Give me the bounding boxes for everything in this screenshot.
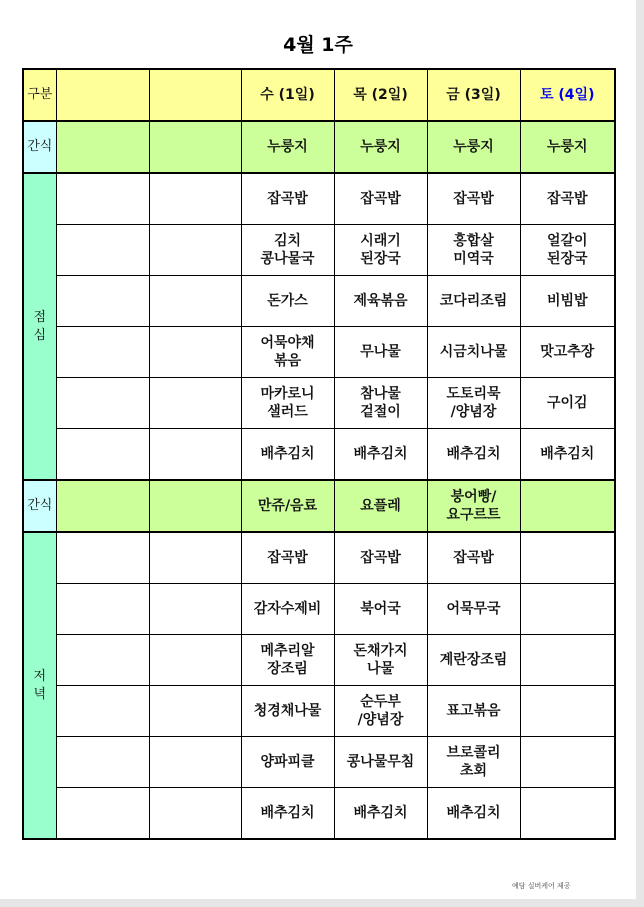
dinner-row bbox=[23, 584, 615, 635]
empty-cell bbox=[56, 378, 149, 429]
empty-cell bbox=[149, 121, 241, 173]
menu-item: 시래기 된장국 bbox=[334, 225, 427, 276]
empty-cell bbox=[149, 327, 241, 378]
menu-item: 도토리묵 /양념장 bbox=[427, 378, 520, 429]
footer-credit: 예담 실버케어 제공 bbox=[512, 882, 571, 890]
empty-cell bbox=[56, 121, 149, 173]
page-title: 4월 1주 bbox=[283, 34, 353, 56]
menu-item bbox=[520, 584, 615, 635]
empty-cell bbox=[149, 788, 241, 840]
empty-cell bbox=[56, 635, 149, 686]
empty-cell bbox=[149, 532, 241, 584]
menu-item: 코다리조림 bbox=[427, 276, 520, 327]
menu-item: 김치 콩나물국 bbox=[241, 225, 334, 276]
empty-cell bbox=[56, 686, 149, 737]
empty-cell bbox=[149, 584, 241, 635]
dinner-row bbox=[23, 686, 615, 737]
empty-cell bbox=[56, 480, 149, 532]
lunch-row bbox=[23, 225, 615, 276]
dinner-row bbox=[23, 788, 615, 840]
lunch-row bbox=[23, 429, 615, 481]
menu-item: 제육볶음 bbox=[334, 276, 427, 327]
empty-cell bbox=[149, 737, 241, 788]
menu-item: 맛고추장 bbox=[520, 327, 615, 378]
menu-item: 돈채가지 나물 bbox=[334, 635, 427, 686]
lunch-row bbox=[23, 276, 615, 327]
lunch-row bbox=[23, 378, 615, 429]
menu-item: 얼갈이 된장국 bbox=[520, 225, 615, 276]
menu-item: 배추김치 bbox=[241, 429, 334, 481]
header-row bbox=[23, 69, 615, 121]
menu-item: 마카로니 샐러드 bbox=[241, 378, 334, 429]
dinner-label: 저 녁 bbox=[23, 532, 56, 839]
menu-item: 구이김 bbox=[520, 378, 615, 429]
lunch-row bbox=[23, 173, 615, 225]
menu-item: 홍합살 미역국 bbox=[427, 225, 520, 276]
empty-cell bbox=[56, 788, 149, 840]
menu-item: 감자수제비 bbox=[241, 584, 334, 635]
menu-item bbox=[520, 532, 615, 584]
menu-item: 시금치나물 bbox=[427, 327, 520, 378]
afternoon-snack-row bbox=[23, 480, 615, 532]
menu-item: 메추리알 장조림 bbox=[241, 635, 334, 686]
menu-item: 콩나물무침 bbox=[334, 737, 427, 788]
menu-item: 만쥬/음료 bbox=[241, 480, 334, 532]
menu-item: 잡곡밥 bbox=[427, 173, 520, 225]
menu-item: 어묵무국 bbox=[427, 584, 520, 635]
empty-cell bbox=[149, 686, 241, 737]
empty-cell bbox=[56, 173, 149, 225]
day-header: 토 (4일) bbox=[520, 69, 615, 121]
menu-item: 배추김치 bbox=[334, 429, 427, 481]
menu-item: 요플레 bbox=[334, 480, 427, 532]
menu-item: 북어국 bbox=[334, 584, 427, 635]
meal-plan-table bbox=[22, 68, 616, 840]
lunch-row bbox=[23, 327, 615, 378]
dinner-row bbox=[23, 635, 615, 686]
dinner-row bbox=[23, 737, 615, 788]
snack-label: 간식 bbox=[23, 121, 56, 173]
menu-item: 배추김치 bbox=[241, 788, 334, 840]
empty-cell bbox=[149, 429, 241, 481]
menu-item: 잡곡밥 bbox=[334, 532, 427, 584]
menu-item: 청경채나물 bbox=[241, 686, 334, 737]
menu-item: 붕어빵/ 요구르트 bbox=[427, 480, 520, 532]
empty-cell bbox=[149, 173, 241, 225]
menu-item: 양파피클 bbox=[241, 737, 334, 788]
empty-cell bbox=[56, 225, 149, 276]
empty-cell bbox=[149, 378, 241, 429]
empty-cell bbox=[56, 584, 149, 635]
menu-item: 계란장조림 bbox=[427, 635, 520, 686]
menu-item: 잡곡밥 bbox=[427, 532, 520, 584]
empty-cell bbox=[56, 276, 149, 327]
menu-item: 무나물 bbox=[334, 327, 427, 378]
menu-item: 브로콜리 초회 bbox=[427, 737, 520, 788]
menu-item: 잡곡밥 bbox=[334, 173, 427, 225]
menu-item: 누룽지 bbox=[241, 121, 334, 173]
menu-item: 배추김치 bbox=[520, 429, 615, 481]
menu-item: 배추김치 bbox=[427, 788, 520, 840]
menu-item: 잡곡밥 bbox=[520, 173, 615, 225]
menu-item bbox=[520, 635, 615, 686]
menu-item: 누룽지 bbox=[334, 121, 427, 173]
menu-item: 잡곡밥 bbox=[241, 532, 334, 584]
empty-cell bbox=[56, 327, 149, 378]
menu-item: 어묵야채 볶음 bbox=[241, 327, 334, 378]
empty-cell bbox=[149, 69, 241, 121]
menu-item bbox=[520, 480, 615, 532]
day-header: 목 (2일) bbox=[334, 69, 427, 121]
menu-item: 누룽지 bbox=[520, 121, 615, 173]
lunch-label: 점 심 bbox=[23, 173, 56, 480]
menu-item: 순두부 /양념장 bbox=[334, 686, 427, 737]
empty-cell bbox=[56, 532, 149, 584]
morning-snack-row bbox=[23, 121, 615, 173]
empty-cell bbox=[56, 737, 149, 788]
menu-item: 잡곡밥 bbox=[241, 173, 334, 225]
empty-cell bbox=[56, 69, 149, 121]
menu-item: 참나물 겉절이 bbox=[334, 378, 427, 429]
empty-cell bbox=[149, 480, 241, 532]
empty-cell bbox=[149, 635, 241, 686]
menu-item: 돈가스 bbox=[241, 276, 334, 327]
dinner-row bbox=[23, 532, 615, 584]
empty-cell bbox=[149, 276, 241, 327]
menu-item: 배추김치 bbox=[334, 788, 427, 840]
menu-item bbox=[520, 686, 615, 737]
menu-item: 비빔밥 bbox=[520, 276, 615, 327]
menu-item: 누룽지 bbox=[427, 121, 520, 173]
empty-cell bbox=[56, 429, 149, 481]
day-header: 수 (1일) bbox=[241, 69, 334, 121]
snack-label: 간식 bbox=[23, 480, 56, 532]
day-header: 금 (3일) bbox=[427, 69, 520, 121]
menu-item bbox=[520, 788, 615, 840]
menu-item bbox=[520, 737, 615, 788]
menu-item: 표고볶음 bbox=[427, 686, 520, 737]
menu-item: 배추김치 bbox=[427, 429, 520, 481]
header-label: 구분 bbox=[23, 69, 56, 121]
empty-cell bbox=[149, 225, 241, 276]
